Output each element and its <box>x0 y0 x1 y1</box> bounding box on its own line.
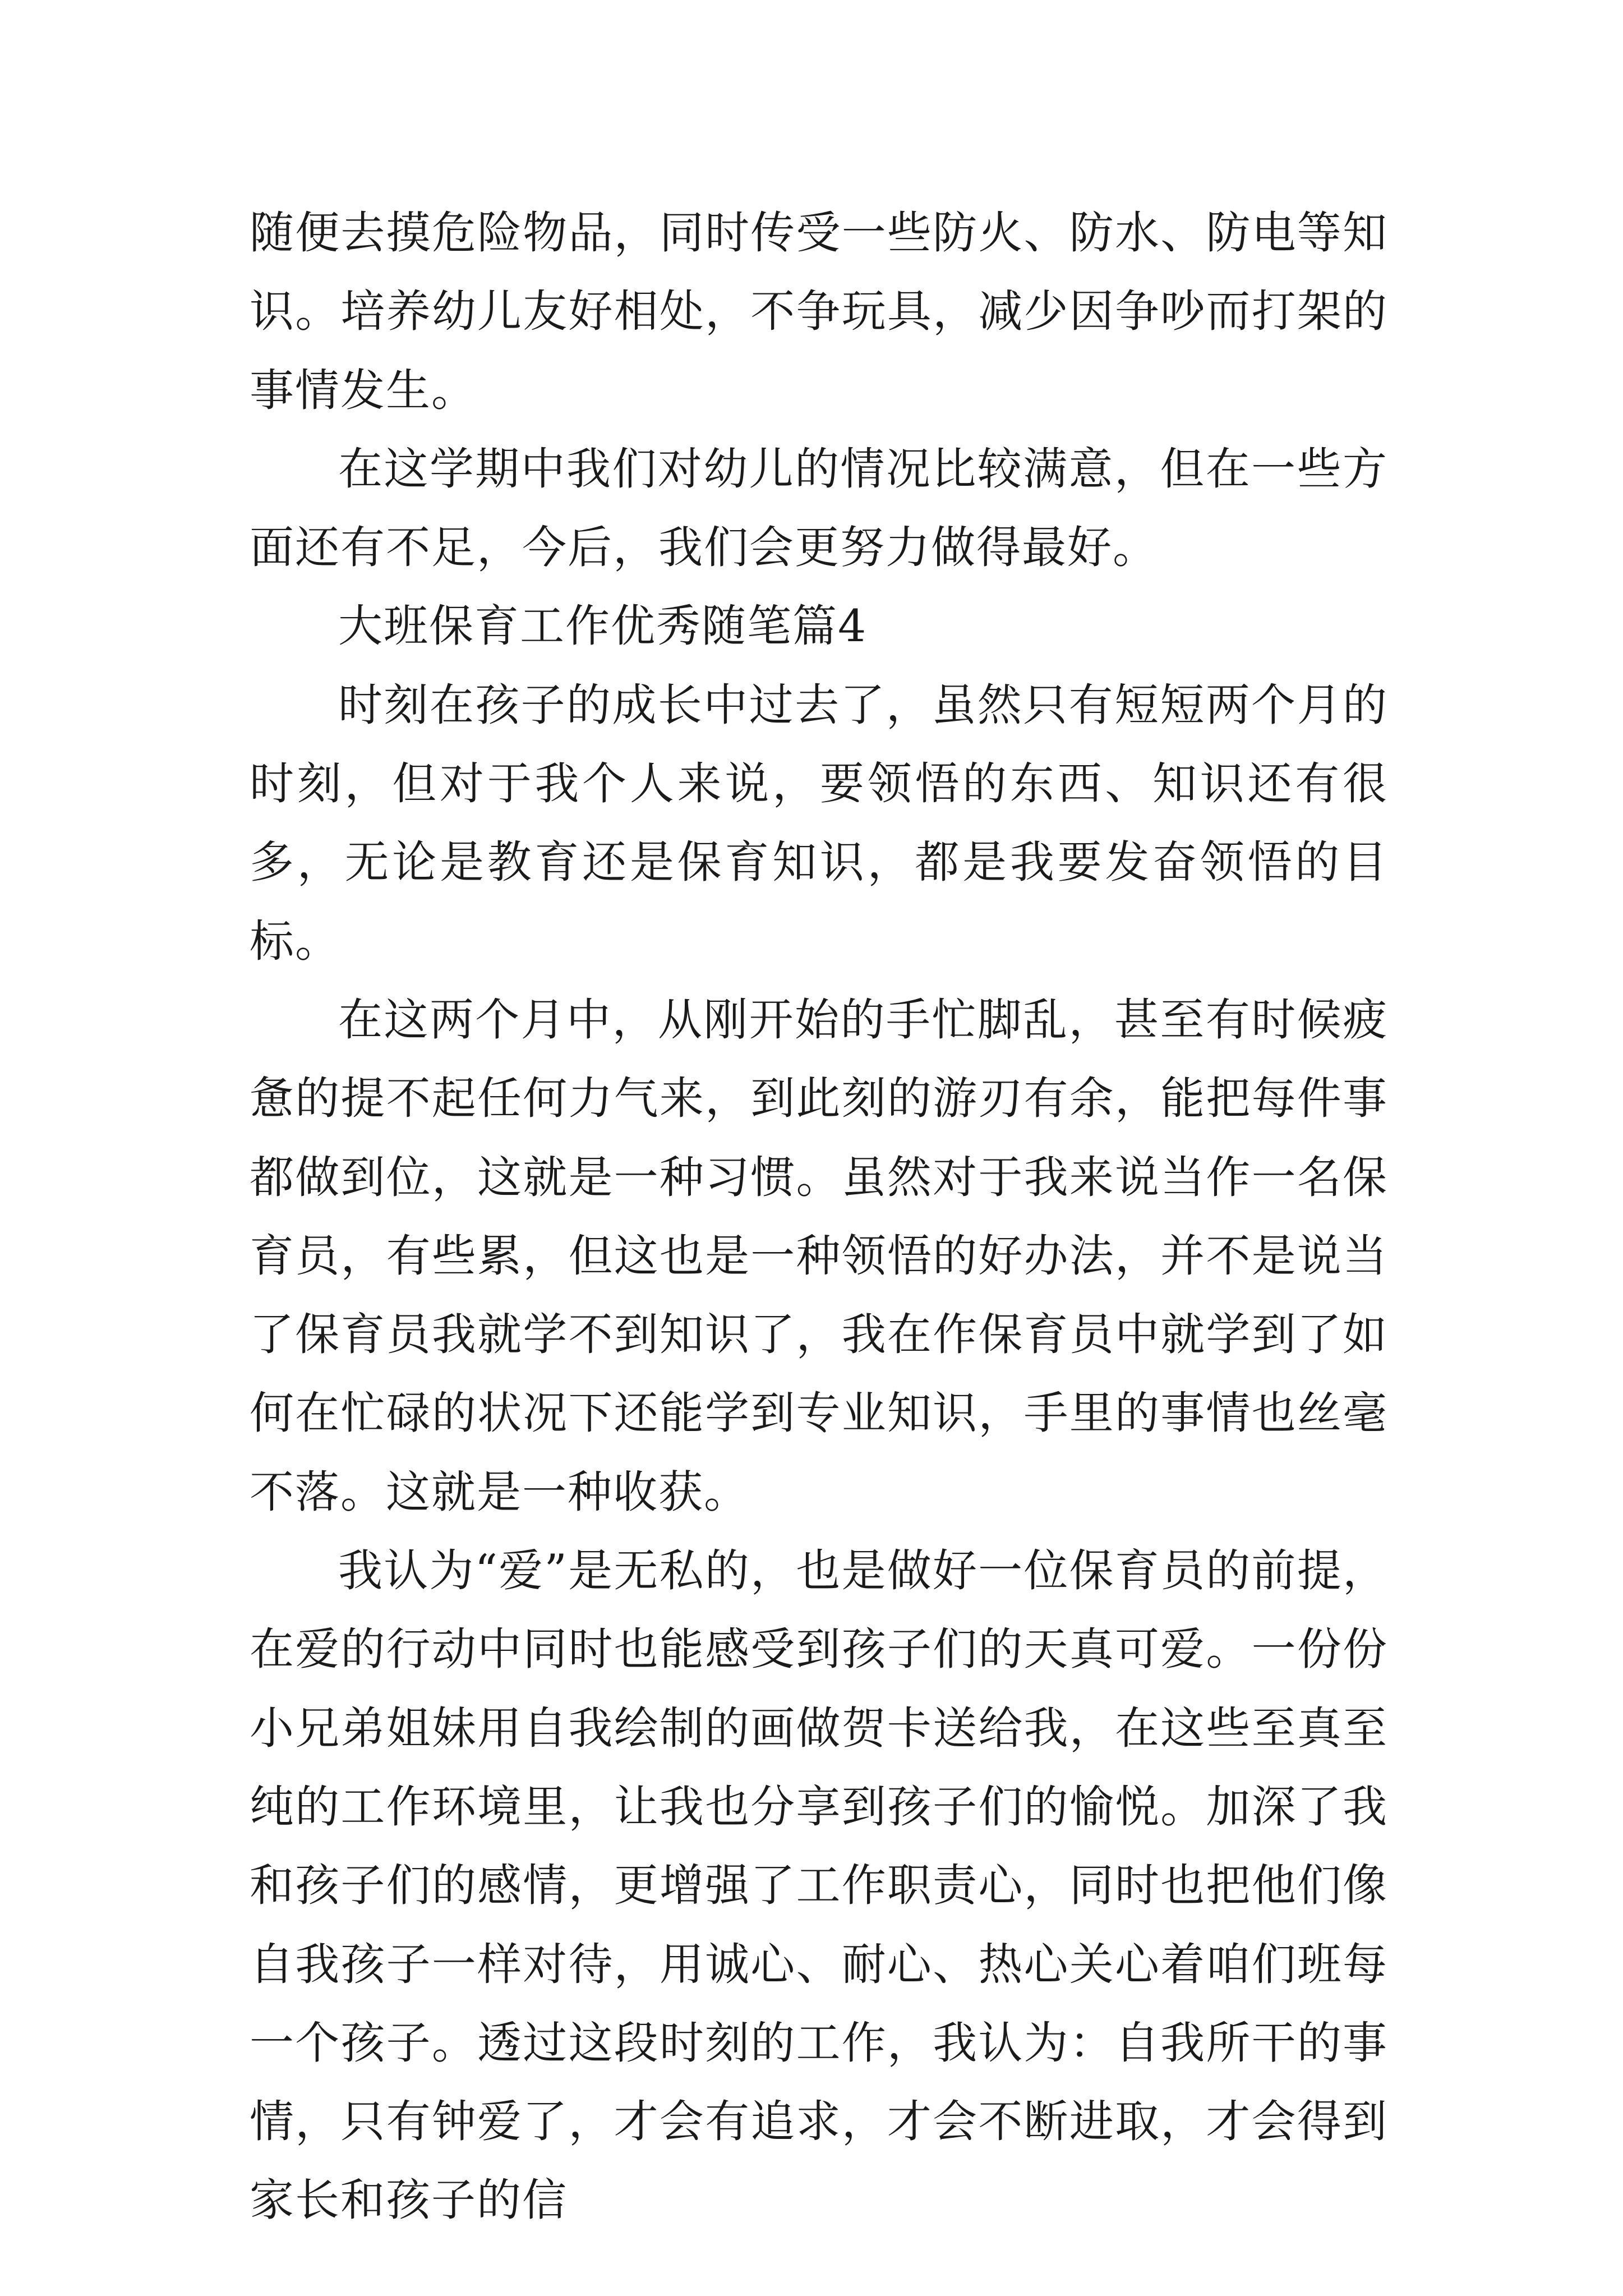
section-heading: 大班保育工作优秀随笔篇4 <box>338 600 868 652</box>
paragraph: 我认为“爱”是无私的，也是做好一位保育员的前提，在爱的行动中同时也能感受到孩子们的天真可爱。一份份小兄弟姐妹用自我绘制的画做贺卡送给我，在这些至真至纯的工作环境里，让我也分享到孩子们的愉悦。加深了我和孩子们的感情，更增强了工作职责心，同时也把他们像自我孩子一样对待，用诚心、耐心、热心关心着咱们班每一个孩子。透过这段时刻的工作，我认为：自我所干的事情，只有钟爱了，才会有追求，才会不断进取，才会得到家长和孩子的信 <box>250 1545 1388 2226</box>
document-body <box>250 194 1388 2240</box>
paragraph-continued: 随便去摸危险物品，同时传受一些防火、防水、防电等知识。培养幼儿友好相处，不争玩具，减少因争吵而打架的事情发生。 <box>250 207 1388 416</box>
paragraph: 在这学期中我们对幼儿的情况比较满意，但在一些方面还有不足，今后，我们会更努力做得最好。 <box>250 443 1388 574</box>
paragraph: 时刻在孩子的成长中过去了，虽然只有短短两个月的时刻，但对于我个人来说，要领悟的东西、知识还有很多，无论是教育还是保育知识，都是我要发奋领悟的目标。 <box>250 679 1388 967</box>
paragraph: 在这两个月中，从刚开始的手忙脚乱，甚至有时候疲惫的提不起任何力气来，到此刻的游刃有余，能把每件事都做到位，这就是一种习惯。虽然对于我来说当作一名保育员，有些累，但这也是一种领悟的好办法，并不是说当了保育员我就学不到知识了，我在作保育员中就学到了如何在忙碌的状况下还能学到专业知识，手里的事情也丝毫不落。这就是一种收获。 <box>250 993 1388 1518</box>
